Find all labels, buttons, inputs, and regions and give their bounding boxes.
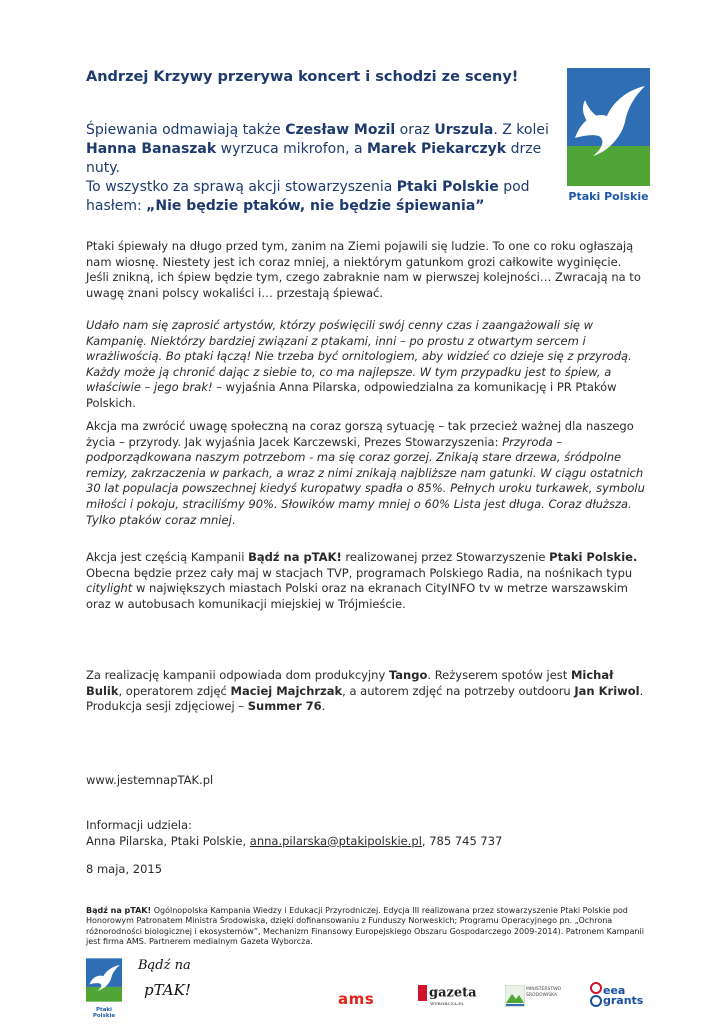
- contact-email-link[interactable]: anna.pilarska@ptakipolskie.pl: [249, 833, 422, 848]
- footer-logo-badz-na-ptak: Bądź na pTAK!: [138, 958, 191, 999]
- website-link[interactable]: www.jestemnapTAK.pl: [86, 773, 214, 787]
- footer-logo-ministerstwo: MINISTERSTWO ŚRODOWISKA: [505, 985, 569, 1009]
- quote: Przyroda – podporządkowana naszym potrzebom - ma się coraz gorzej. Znikają stare drzewa, śródpolne remizy, zakrzaczenia w parkach, a wraz z nimi znikają najbliższe nam gatunki. W ciągu ostatnich 30 lat populacja powszechnej kiedyś kuropatwy spadła o 85%. Pełnych uroku turkawek, symbolu miłości i pokoju, straciliśmy 90%. Słowików mamy mniej o 60% Lista jest długa. Coraz dłuższa. Tylko ptaków coraz mniej: [86, 434, 645, 527]
- footer-note: Bądź na pTAK! Ogólnopolska Kampania Wiedzy i Edukacji Przyrodniczej. Edycja III realizowana przez stowarzyszenie Ptaki Polskie pod Honorowym Patronatem Ministra Środowiska, dzięki dofinansowaniu z Funduszy Norweskich; Programu Operacyjnego pn. „Ochrona różnorodności biologicznej i ekosystemów”, Mechanizm Finansowy Europejskiego Obszaru Gospodarczego 2009-2014). Patronem Kampanii jest firma AMS. Partnerem medialnym Gazeta Wyborcza.: [86, 906, 644, 946]
- footer-logo-ptaki-polskie: Ptaki Polskie: [86, 958, 122, 1012]
- footer-logo-eea-grants: eea grants: [589, 972, 639, 1012]
- body-paragraph-4: Akcja jest częścią Kampanii Bądź na pTAK! realizowanej przez Stowarzyszenie Ptaki Polskie. Obecna będzie przez cały maj w stacjach TVP, programach Polskiego Radia, na nośnikach typu citylight w największych miastach Polski oraz na ekranach CityINFO tv w metrze warszawskim oraz w autobusach komunikacji miejskiej w Trójmieście.: [86, 550, 638, 611]
- footer-logo-gazeta: gazeta WYBORCZA.PL: [418, 985, 477, 1006]
- headline: Andrzej Krzywy przerywa koncert i schodzi ze sceny!: [86, 69, 519, 85]
- organization-name: Ptaki Polskie: [396, 179, 499, 195]
- artist-name: Urszula: [434, 122, 494, 138]
- contact-info: Informacji udziela: Anna Pilarska, Ptaki Polskie, anna.pilarska@ptakipolskie.pl, 785 745 737: [86, 818, 503, 848]
- bird-logo-icon: [86, 958, 122, 1002]
- body-paragraph-3: Akcja ma zwrócić uwagę społeczną na coraz gorszą sytuację – tak przecież ważnej dla naszego życia – przyrody. Jak wyjaśnia Jacek Karczewski, Prezes Stowarzyszenia: Przyroda – podporządkowana naszym potrzebom - ma się coraz gorzej. Znikają stare drzewa, śródpolne remizy, zakrzaczenia w parkach, a wraz z nimi znikają najbliższe nam gatunki. W ciągu ostatnich 30 lat populacja powszechnej kiedyś kuropatwy spadła o 85%. Pełnych uroku turkawek, symbolu miłości i pokoju, straciliśmy 90%. Słowików mamy mniej o 60% Lista jest długa. Coraz dłuższa. Tylko ptaków coraz mniej.: [86, 419, 645, 527]
- contact-label: Informacji udziela:: [86, 818, 192, 832]
- gazeta-mark-icon: [418, 985, 427, 1001]
- eea-swirl-icon: [589, 980, 603, 1010]
- footer-logo-ams: ams: [338, 990, 375, 1008]
- body-paragraph-2: Udało nam się zaprosić artystów, którzy poświęcili swój cenny czas i zaangażowali się w Kampanię. Niektórzy bardziej związani z ptakami, inni – po prostu z otwartym sercem i wrażliwością. Bo ptaki łączą! Nie trzeba być ornitologiem, aby widzieć co dzieje się z przyrodą. Każdy może ją chronić dając z siebie to, co ma najlepsze. W tym przypadku jest to śpiew, a właściwie – jego brak! – wyjaśnia Anna Pilarska, odpowiedzialna za komunikację i PR Ptaków Polskich.: [86, 318, 632, 410]
- quote: Udało nam się zaprosić artystów, którzy poświęcili swój cenny czas i zaangażowali się w Kampanię. Niektórzy bardziej związani z ptakami, inni – po prostu z otwartym sercem i wrażliwością. Bo ptaki łączą! Nie trzeba być ornitologiem, aby widzieć co dzieje się z przyrodą. Każdy może ją chronić dając z siebie to, co ma najlepsze. W tym przypadku jest to śpiew, a właściwie – jego brak!: [86, 318, 632, 395]
- artist-name: Czesław Mozil: [285, 122, 396, 138]
- artist-name: Hanna Banaszak: [86, 141, 217, 157]
- lead-paragraph: Śpiewania odmawiają także Czesław Mozil oraz Urszula. Z kolei Hanna Banaszak wyrzuca mikrofon, a Marek Piekarczyk drze nuty. To wszystko za sprawą akcji stowarzyszenia Ptaki Polskie pod hasłem: „Nie będzie ptaków, nie będzie śpiewania”: [86, 122, 549, 214]
- contact-phone: , 785 745 737: [421, 833, 503, 848]
- campaign-slogan: „Nie będzie ptaków, nie będzie śpiewania”: [146, 198, 485, 214]
- body-paragraph-1: Ptaki śpiewały na długo przed tym, zanim na Ziemi pojawili się ludzie. To one co roku ogłaszają nam wiosnę. Niestety jest ich coraz mniej, a niektórym gatunkom grozi całkowite wyginięcie. Jeśli znikną, ich śpiew będzie tym, czego zabraknie nam w pierwszej kolejności… Zwracają na to uwagę znani polscy wokaliści i… przestają śpiewać.: [86, 239, 641, 300]
- artist-name: Marek Piekarczyk: [367, 141, 507, 157]
- logo-label: Ptaki Polskie: [568, 190, 649, 203]
- bird-logo-icon: [567, 68, 650, 186]
- ministry-mountain-icon: [505, 985, 525, 1007]
- ptaki-polskie-logo: [567, 68, 650, 208]
- body-paragraph-5: Za realizację kampanii odpowiada dom produkcyjny Tango. Reżyserem spotów jest Michał Bulik, operatorem zdjęć Maciej Majchrzak, a autorem zdjęć na potrzeby outdooru Jan Kriwol. Produkcja sesji zdjęciowej – Summer 76.: [86, 668, 644, 714]
- press-date: 8 maja, 2015: [86, 862, 163, 876]
